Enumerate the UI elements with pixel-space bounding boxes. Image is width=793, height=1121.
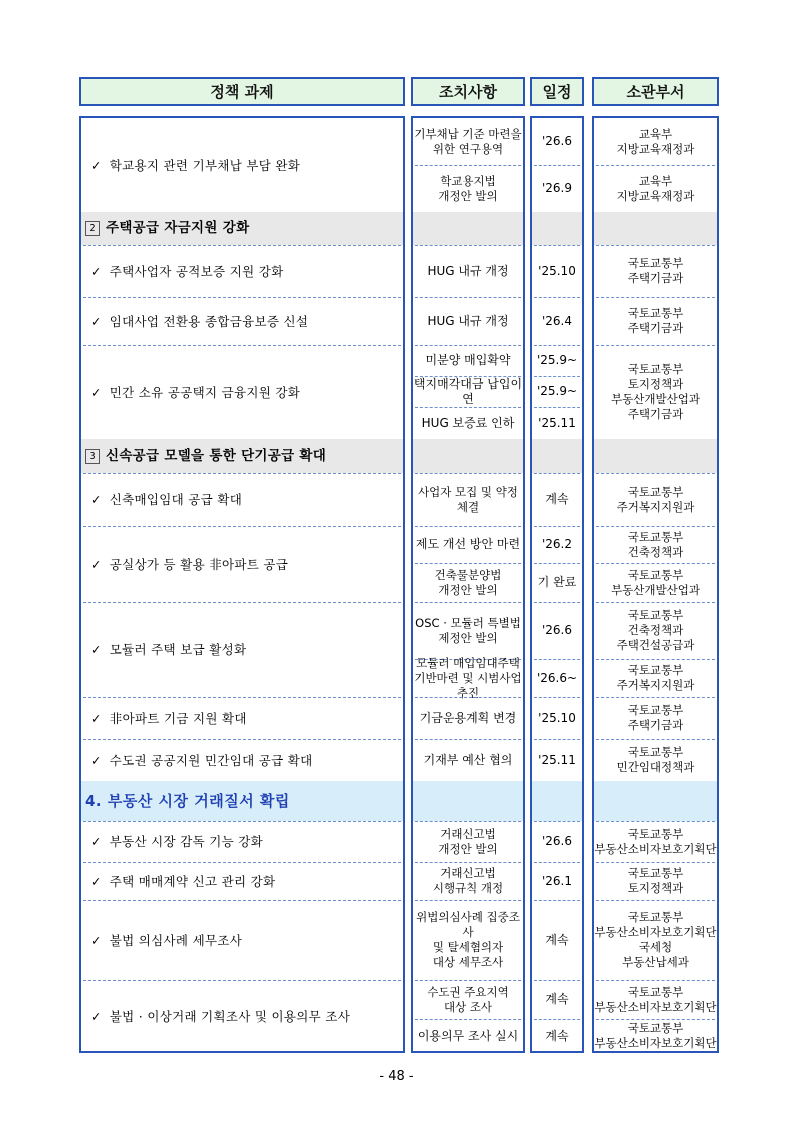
department-item: 국토교통부 토지정책과 부동산개발산업과 주택기금과 [611,362,700,421]
schedule-item: '25.11 [538,415,576,430]
schedule-item: 계속 [545,932,569,947]
page-number: - 48 - [379,1069,414,1084]
schedule-item: '26.2 [541,537,573,551]
action-item: 택지매각대금 납입이연 [413,376,523,406]
action-item: OSC · 모듈러 특별법 제정안 발의 [415,615,521,645]
header-schedule: 일정 [530,77,584,106]
schedule-item: '25.9~ [536,384,578,398]
action-item: 이용의무 조사 실시 [417,1028,519,1043]
department-item: 국토교통부 부동산소비자보호기획단 [594,984,717,1014]
policy-task-label: 학교용지 관련 기부채납 부담 완화 [109,157,301,173]
action-item: 수도권 주요지역 대상 조사 [427,984,509,1014]
check-icon: ✓ [91,384,102,400]
policy-task [81,821,403,862]
action-item: 기금운용계획 변경 [419,710,517,725]
policy-task-label: 주택 매매계약 신고 관리 강화 [109,873,276,889]
check-icon: ✓ [91,642,102,657]
policy-task [81,862,403,900]
policy-task-label: 수도권 공공지원 민간임대 공급 확대 [109,752,313,768]
schedule-item: 기 완료 [537,575,577,589]
check-icon: ✓ [91,752,102,768]
policy-task-label: 공실상가 등 활용 非아파트 공급 [109,556,289,572]
schedule-item: '26.6 [541,834,573,848]
section-band [594,212,717,245]
department-item: 국토교통부 부동산소비자보호기획단 [594,826,717,856]
action-item: 사업자 모집 및 약정체결 [418,484,518,514]
schedule-item: 계속 [545,992,569,1006]
check-icon: ✓ [91,873,102,889]
header-department: 소관부서 [592,77,719,106]
section-title: 주택공급 자금지원 강화 [106,220,250,236]
section-number-box: 2 [85,221,100,236]
section-title: 4. 부동산 시장 거래질서 확립 [85,791,290,810]
policy-task [81,345,403,439]
department-item: 교육부 지방교육재정과 [616,126,695,156]
schedule-item: '25.10 [538,263,576,278]
schedule-item: '26.6 [541,623,573,637]
section-title: 신속공급 모델을 통한 단기공급 확대 [106,447,327,464]
schedule-item: '25.9~ [536,353,578,367]
policy-task [81,526,403,602]
policy-task-label: 임대사업 전환용 종합금융보증 신설 [109,313,309,329]
policy-task-label: 非아파트 기금 지원 확대 [109,710,247,726]
section-band [413,781,523,821]
action-item: 기부채납 기준 마련을 위한 연구용역 [414,126,522,156]
department-item: 국토교통부 민간임대정책과 [616,745,695,774]
policy-task-label: 주택사업자 공적보증 지원 강화 [109,263,284,279]
check-icon: ✓ [91,932,102,948]
department-item: 국토교통부 부동산소비자보호기획단 [594,1021,717,1050]
action-item: 학교용지법 개정안 발의 [438,173,498,203]
check-icon: ✓ [91,313,102,329]
department-item: 국토교통부 주거복지지원과 [616,484,695,514]
policy-task [81,697,403,739]
policy-task [81,245,403,297]
section-band [532,781,582,821]
section-band [532,212,582,245]
action-item: HUG 보증료 인하 [421,415,515,430]
department-item: 국토교통부 부동산소비자보호기획단 국세청 부동산납세과 [594,910,717,969]
action-item: HUG 내규 개정 [427,263,509,278]
department-item: 국토교통부 주택기금과 [627,256,684,285]
schedule-item: '26.6~ [536,670,578,685]
department-item: 국토교통부 주거복지지원과 [616,663,695,692]
section-heading [85,439,401,473]
schedule-item: '25.11 [538,752,576,767]
action-item: HUG 내규 개정 [427,313,509,328]
section-band [594,781,717,821]
policy-task [81,739,403,781]
policy-task-label: 신축매입임대 공급 확대 [109,492,243,507]
policy-task-label: 불법 · 이상거래 기획조사 및 이용의무 조사 [109,1009,351,1024]
section-heading [85,212,401,245]
policy-task-label: 모듈러 주택 보급 활성화 [109,642,247,657]
action-item: 모듈러 매입임대주택 기반마련 및 시범사업추진 [414,655,522,700]
check-icon: ✓ [91,710,102,726]
check-icon: ✓ [91,834,102,849]
policy-task-label: 부동산 시장 감독 기능 강화 [109,834,264,849]
department-item: 국토교통부 주택기금과 [627,703,684,732]
department-item: 국토교통부 토지정책과 [627,866,684,895]
action-item: 위법의심사례 집중조사 및 탈세혐의자 대상 세무조사 [416,910,520,969]
policy-task [81,473,403,526]
policy-task [81,297,403,345]
check-icon: ✓ [91,263,102,279]
department-item: 교육부 지방교육재정과 [616,173,695,203]
schedule-item: '26.6 [541,134,573,148]
schedule-item: '25.10 [538,710,576,725]
schedule-item: 계속 [545,1028,569,1043]
check-icon: ✓ [91,157,102,173]
section-band [413,439,523,473]
action-item: 제도 개선 방안 마련 [415,537,521,551]
action-item: 미분양 매입확약 [425,353,511,367]
section-band [413,212,523,245]
action-item: 거래신고법 개정안 발의 [438,826,498,856]
schedule-item: '26.1 [541,873,573,888]
policy-task [81,118,403,212]
schedule-item: '26.9 [541,181,573,195]
check-icon: ✓ [91,556,102,572]
policy-task-label: 민간 소유 공공택지 금융지원 강화 [109,384,301,400]
policy-task-label: 불법 의심사례 세무조사 [109,932,243,948]
action-item: 거래신고법 시행규칙 개정 [432,866,504,895]
department-item: 국토교통부 건축정책과 [627,529,684,559]
policy-task [81,602,403,697]
action-item: 건축물분양법 개정안 발의 [434,567,502,597]
header-action: 조치사항 [411,77,525,106]
section-band [594,439,717,473]
department-item: 국토교통부 부동산개발산업과 [611,567,700,597]
section-band [532,439,582,473]
schedule-item: 계속 [545,492,569,506]
policy-task [81,900,403,980]
department-item: 국토교통부 주택기금과 [627,306,684,335]
department-item: 국토교통부 건축정책과 주택건설공급과 [616,608,695,652]
policy-task [81,980,403,1053]
check-icon: ✓ [91,1009,102,1024]
section-heading-major [85,781,401,821]
header-policy-task: 정책 과제 [79,77,405,106]
schedule-item: '26.4 [541,313,573,328]
check-icon: ✓ [91,492,102,507]
action-item: 기재부 예산 협의 [423,752,513,767]
section-number-box: 3 [85,449,100,464]
